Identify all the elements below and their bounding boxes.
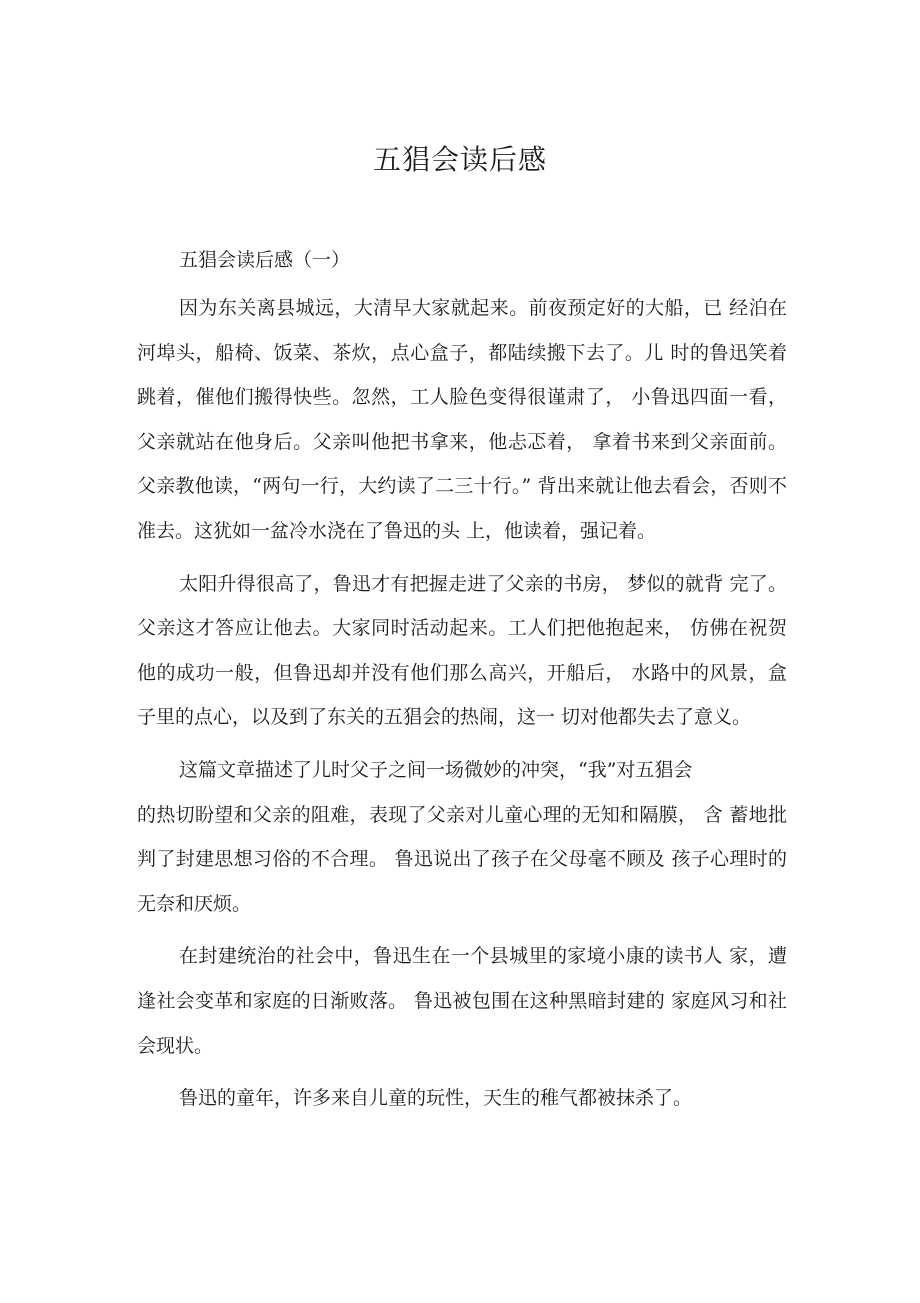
section-subtitle: 五猖会读后感（一） — [179, 249, 351, 271]
paragraph: 这篇文章描述了儿时父子之间一场微妙的冲突，“我”对五猖会 — [179, 758, 693, 781]
paragraph: 鲁迅的童年，许多来自儿童的玩性，天生的稚气都被抹杀了。 — [179, 1087, 693, 1110]
paragraph: 的热切盼望和父亲的阻难，表现了父亲对儿童心理的无知和隔膜， 含 蓄地批判了封建思想习俗的不合理。 鲁迅说出了孩子在父母毫不顾及 孩子心理时的无奈和厌烦。 — [137, 803, 787, 915]
paragraph: 因为东关离县城远，大清早大家就起来。前夜预定好的大船，已 经泊在河埠头，船椅、饭菜、茶炊，点心盒子，都陆续搬下去了。儿 时的鲁迅笑着跳着，催他们搬得快些。忽然，工人脸色变得很谨肃了， 小鲁迅四面一看，父亲就站在他身后。父亲叫他把书拿来，他忐忑着， 拿着书来到父亲面前。父亲教他读，“两句一行，大约读了二三十行。” 背出来就让他去看会，否则不准去。这犹如一盆冷水浇在了鲁迅的头 上，他读着，强记着。 — [137, 297, 787, 542]
paragraph: 太阳升得很高了，鲁迅才有把握走进了父亲的书房， 梦似的就背 完了。父亲这才答应让他去。大家同时活动起来。工人们把他抱起来， 仿佛在祝贺他的成功一般，但鲁迅却并没有他们那么高兴，开船后， 水路中的风景，盒子里的点心，以及到了东关的五猖会的热闹，这一 切对他都失去了意义。 — [137, 572, 787, 729]
document-body — [137, 238, 787, 1121]
document-title: 五猖会读后感 — [372, 143, 547, 176]
paragraph: 在封建统治的社会中，鲁迅生在一个县城里的家境小康的读书人 家，遭逢社会变革和家庭的日渐败落。 鲁迅被包围在这种黑暗封建的 家庭风习和社会现状。 — [137, 945, 787, 1057]
